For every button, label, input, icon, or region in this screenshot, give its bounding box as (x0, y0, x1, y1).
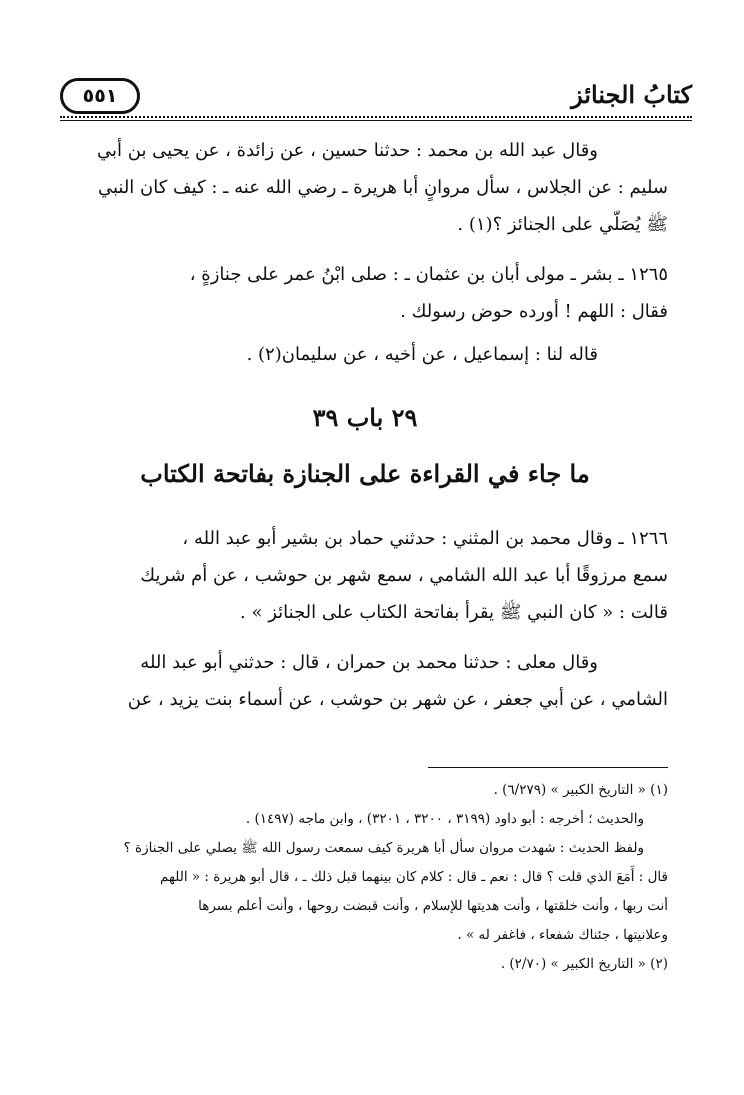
text-line: قالت : « كان النبي ﷺ يقرأ بفاتحة الكتاب على الجنائز » . (240, 602, 668, 623)
text-line: فقال : اللهم ! أورده حوض رسولك . (400, 301, 668, 322)
page-number-badge: ٥٥١ (60, 78, 140, 114)
header-dotted-rule (60, 116, 692, 118)
footnote-line: والحديث ؛ أخرجه : أبو داود (٣١٩٩ ، ٣٢٠٠ ، ٣٢٠١) ، وابن ماجه (١٤٩٧) . (245, 811, 644, 827)
text-line: وقال عبد الله بن محمد : حدثنا حسين ، عن زائدة ، عن يحيى بن أبي (97, 140, 598, 161)
footnotes (62, 776, 668, 979)
header-solid-rule (60, 120, 692, 121)
page-header (60, 68, 692, 120)
chapter-heading (62, 398, 668, 496)
chapter-number: ٢٩ باب ٣٩ (312, 403, 418, 432)
footnote-line: وعلانيتها ، جئناك شفعاء ، فاغفر له » . (457, 927, 668, 943)
text-line: ١٢٦٥ ـ بشر ـ مولى أبان بن عثمان ـ : صلى ابْنُ عمر على جنازةٍ ، (189, 264, 668, 285)
book-title: كتابُ الجنائز (571, 80, 692, 109)
hadith-1265 (62, 256, 668, 330)
text-line: قاله لنا : إسماعيل ، عن أخيه ، عن سليمان(٢) . (246, 344, 598, 365)
footnote-line: قال : أَمَعَ الذي قلت ؟ قال : نعم ـ قال : كلام كان بينهما قبل ذلك ـ ، قال أبو هريرة : « اللهم (160, 869, 668, 885)
text-line: سمع مرزوقًا أبا عبد الله الشامي ، سمع شهر بن حوشب ، عن أم شريك (140, 565, 668, 586)
text-line: ١٢٦٦ ـ وقال محمد بن المثني : حدثني حماد بن بشير أبو عبد الله ، (182, 528, 668, 549)
text-line: ﷺ يُصَلّي على الجنائز ؟(١) . (457, 214, 668, 235)
chapter-title: ما جاء في القراءة على الجنازة بفاتحة الكتاب (140, 459, 590, 488)
paragraph-mualla (62, 644, 668, 718)
narration-line (62, 336, 668, 373)
text-line: الشامي ، عن أبي جعفر ، عن شهر بن حوشب ، عن أسماء بنت يزيد ، عن (127, 689, 668, 710)
footnote-line: أنت ربها ، وأنت خلقتها ، وأنت هديتها للإسلام ، وأنت قبضت روحها ، وأنت أعلم بسرها (198, 898, 668, 914)
footnote-line: ولفظ الحديث : شهدت مروان سأل أبا هريرة كيف سمعت رسول الله ﷺ يصلي على الجنازة ؟ (123, 840, 644, 856)
text-line: وقال معلى : حدثنا محمد بن حمران ، قال : حدثني أبو عبد الله (140, 652, 598, 673)
paragraph-abdallah (62, 132, 668, 243)
footnote-line: (١) « التاريخ الكبير » (٦/٢٧٩) . (493, 782, 668, 798)
footnote-line: (٢) « التاريخ الكبير » (٢/٧٠) . (500, 956, 668, 972)
text-line: سليم : عن الجلاس ، سأل مروانٍ أبا هريرة ـ رضي الله عنه ـ : كيف كان النبي (97, 177, 668, 198)
hadith-1266 (62, 520, 668, 631)
footnote-rule (428, 767, 668, 768)
